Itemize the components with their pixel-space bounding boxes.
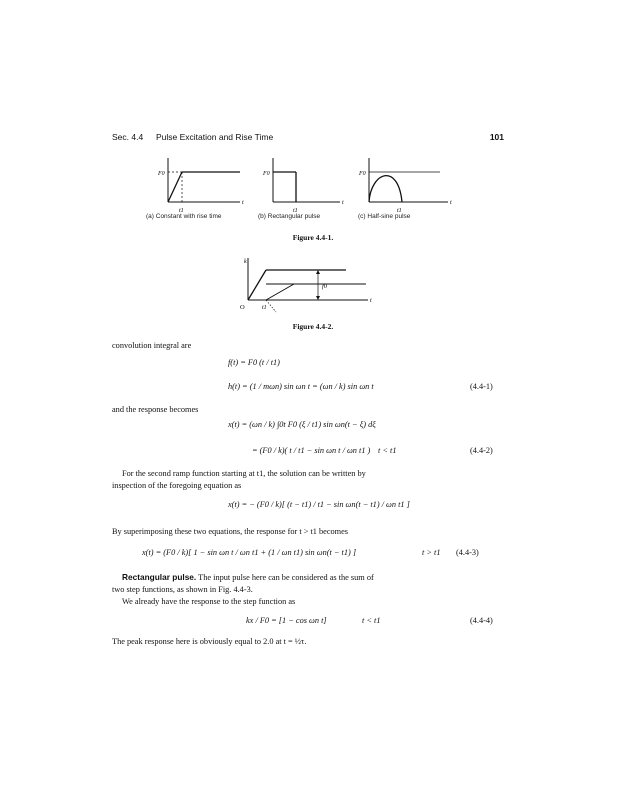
equation-x3-condition: t > t1: [422, 548, 441, 557]
panel-a-t1-label: t1: [179, 208, 184, 214]
final-line: The peak response here is obviously equal to 2.0 at t = ½τ.: [112, 637, 307, 646]
figure-4-4-2-caption: Figure 4.4-2.: [292, 322, 334, 331]
equation-f: f(t) = F0 (t / t1): [228, 358, 280, 367]
paragraph-2: By superimposing these two equations, the response for t > t1 becomes: [112, 527, 349, 536]
equation-step: kx / F0 = [1 − cos ωn t]: [246, 616, 327, 625]
fig2-f0-label: f0: [322, 283, 328, 290]
rectangular-pulse-heading: Rectangular pulse.: [122, 572, 197, 582]
equation-x3: x(t) = (F0 / k)[ 1 − sin ωn t / ωn t1 + (1 / ωn t1) sin ωn(t − t1) ]: [142, 548, 357, 557]
fig2-t-label: t: [370, 298, 372, 304]
rectangular-pulse-paragraph: [122, 572, 374, 583]
equation-number-4-4-3: (4.4-3): [456, 548, 479, 557]
panel-c-y-label: F0: [359, 171, 366, 177]
figure-4-4-1-caption: Figure 4.4-1.: [292, 233, 334, 242]
rectangular-pulse-line-1: The input pulse here can be considered as the sum of: [198, 573, 374, 582]
panel-a-t-label: t: [242, 200, 244, 206]
panel-b-t-label: t: [342, 200, 344, 206]
equation-number-4-4-1: (4.4-1): [470, 382, 493, 391]
section-title: Pulse Excitation and Rise Time: [156, 132, 274, 142]
rectangular-pulse-line-3: We already have the response to the step function as: [122, 597, 296, 606]
running-header: [112, 132, 504, 146]
equation-x1: x(t) = (ωn / k) ∫0t F0 (ξ / t1) sin ωn(t − ξ) dξ: [228, 420, 376, 429]
panel-c-plot: [369, 158, 448, 202]
page-number: 101: [489, 132, 504, 142]
fig2-origin-label: O: [240, 304, 245, 311]
panel-c-t-label: t: [450, 200, 452, 206]
panel-b-caption: (b) Rectangular pulse: [258, 213, 321, 220]
section-number: Sec. 4.4: [112, 132, 144, 142]
rectangular-pulse-line-2: two step functions, as shown in Fig. 4.4-3.: [112, 585, 253, 594]
panel-c-t1-label: t1: [397, 208, 402, 214]
equation-x1b: = (F0 / k)( t / t1 − sin ωn t / ωn t1 ): [252, 446, 371, 455]
paragraph-1-line-1: For the second ramp function starting at t1, the solution can be written by: [122, 469, 366, 478]
panel-b-y-label: F0: [263, 171, 270, 177]
paragraph-1-line-2: inspection of the foregoing equation as: [112, 481, 242, 490]
equation-h: h(t) = (1 / mωn) sin ωn t = (ωn / k) sin ωn t: [228, 382, 374, 391]
panel-c-caption: (c) Half-sine pulse: [358, 213, 411, 220]
equation-x1b-condition: t < t1: [378, 446, 397, 455]
equation-step-condition: t < t1: [362, 616, 381, 625]
fig2-t1-label: t1: [262, 305, 267, 311]
panel-b-plot: [273, 158, 340, 202]
panel-b-t1-label: t1: [293, 208, 298, 214]
panel-a-caption: (a) Constant with rise time: [146, 213, 222, 220]
figure-4-4-2: [236, 254, 376, 316]
panel-a-y-label: F0: [158, 171, 165, 177]
panel-a-plot: [168, 158, 240, 202]
equation-x2: x(t) = − (F0 / k)[ (t − t1) / t1 − sin ωn(t − t1) / ωn t1 ]: [228, 500, 410, 509]
equation-number-4-4-4: (4.4-4): [470, 616, 493, 625]
intro-text: convolution integral are: [112, 341, 192, 350]
and-response-text: and the response becomes: [112, 405, 199, 414]
fig2-y-label: k: [244, 259, 247, 265]
equation-number-4-4-2: (4.4-2): [470, 446, 493, 455]
